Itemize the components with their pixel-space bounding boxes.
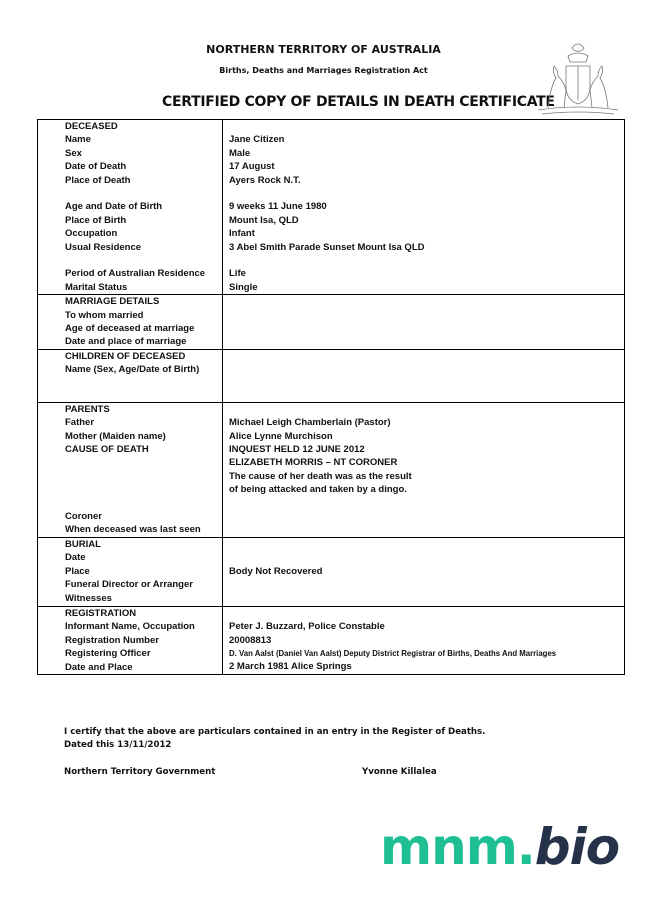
parents-heading: PARENTS: [65, 403, 110, 415]
registration-date-place-label: Date and Place: [65, 661, 133, 673]
authority-heading: NORTHERN TERRITORY OF AUSTRALIA: [206, 43, 441, 56]
marital-value: Single: [229, 281, 258, 293]
children-name-label: Name (Sex, Age/Date of Birth): [65, 364, 200, 376]
sex-label: Sex: [65, 147, 82, 159]
burial-place-label: Place: [65, 565, 90, 577]
residence-label: Usual Residence: [65, 241, 142, 253]
marriage-section: [38, 295, 625, 350]
name-value: Jane Citizen: [229, 134, 285, 146]
period-label: Period of Australian Residence: [65, 268, 206, 280]
children-heading: CHILDREN OF DECEASED: [65, 350, 186, 362]
deceased-heading: DECEASED: [65, 121, 118, 132]
place-of-death-value: Ayers Rock N.T.: [229, 174, 301, 186]
mother-label: Mother (Maiden name): [65, 430, 166, 442]
registration-number-label: Registration Number: [65, 634, 159, 646]
registration-number-value: 20008813: [229, 634, 272, 646]
cause-line: The cause of her death was as the result: [229, 470, 412, 482]
act-subheading: Births, Deaths and Marriages Registration Act: [219, 66, 428, 75]
registering-officer-value: D. Van Aalst (Daniel Van Aalst) Deputy District Registrar of Births, Deaths And Marriages: [229, 649, 557, 659]
age-at-marriage-label: Age of deceased at marriage: [65, 323, 195, 335]
residence-value: 3 Abel Smith Parade Sunset Mount Isa QLD: [229, 241, 425, 253]
last-seen-label: When deceased was last seen: [65, 524, 201, 536]
marriage-heading: MARRIAGE DETAILS: [65, 296, 160, 308]
sex-value: Male: [229, 147, 251, 159]
children-section: [38, 349, 625, 402]
date-of-death-label: Date of Death: [65, 161, 127, 173]
burial-date-label: Date: [65, 552, 86, 564]
name-label: Name: [65, 134, 91, 146]
parents-section: [38, 402, 625, 537]
registration-heading: REGISTRATION: [65, 607, 137, 619]
period-value: Life: [229, 268, 246, 280]
marital-label: Marital Status: [65, 281, 128, 293]
mnm-bio-watermark: [380, 818, 619, 876]
certificate-title: CERTIFIED COPY OF DETAILS IN DEATH CERTIFICATE: [162, 94, 555, 110]
burial-section: [38, 537, 625, 606]
certification-statement: I certify that the above are particulars contained in an entry in the Register of Deaths.: [64, 727, 486, 737]
place-of-birth-value: Mount Isa, QLD: [229, 214, 299, 226]
deceased-section: [38, 120, 625, 295]
witnesses-label: Witnesses: [65, 592, 112, 604]
government-name: Northern Territory Government: [64, 767, 216, 777]
place-of-death-label: Place of Death: [65, 174, 131, 186]
occupation-value: Infant: [229, 228, 255, 240]
registration-date-place-value: 2 March 1981 Alice Springs: [229, 661, 352, 673]
father-value: Michael Leigh Chamberlain (Pastor): [229, 417, 391, 429]
burial-place-value: Body Not Recovered: [229, 565, 323, 577]
registration-section: [38, 606, 625, 674]
watermark-part2: bio: [534, 818, 620, 876]
certificate-table: [37, 119, 625, 675]
signatory-name: Yvonne Killalea: [362, 767, 437, 777]
cause-line: ELIZABETH MORRIS – NT CORONER: [229, 457, 398, 469]
to-whom-married-label: To whom married: [65, 309, 144, 321]
date-place-marriage-label: Date and place of marriage: [65, 336, 187, 348]
age-label: Age and Date of Birth: [65, 201, 163, 213]
cause-label: CAUSE OF DEATH: [65, 444, 149, 456]
coat-of-arms-icon: [528, 38, 628, 118]
informant-label: Informant Name, Occupation: [65, 621, 195, 633]
father-label: Father: [65, 417, 95, 429]
watermark-part1: mnm.: [380, 818, 535, 876]
cause-line: of being attacked and taken by a dingo.: [229, 484, 407, 496]
dated-line: Dated this 13/11/2012: [64, 740, 172, 750]
burial-heading: BURIAL: [65, 538, 101, 550]
mother-value: Alice Lynne Murchison: [229, 430, 333, 442]
funeral-director-label: Funeral Director or Arranger: [65, 579, 193, 591]
informant-value: Peter J. Buzzard, Police Constable: [229, 621, 385, 633]
date-of-death-value: 17 August: [229, 161, 275, 173]
cause-line: INQUEST HELD 12 JUNE 2012: [229, 444, 365, 456]
registering-officer-label: Registering Officer: [65, 648, 151, 660]
coroner-label: Coroner: [65, 511, 102, 523]
place-of-birth-label: Place of Birth: [65, 214, 127, 226]
age-value: 9 weeks 11 June 1980: [229, 201, 327, 213]
occupation-label: Occupation: [65, 228, 118, 240]
